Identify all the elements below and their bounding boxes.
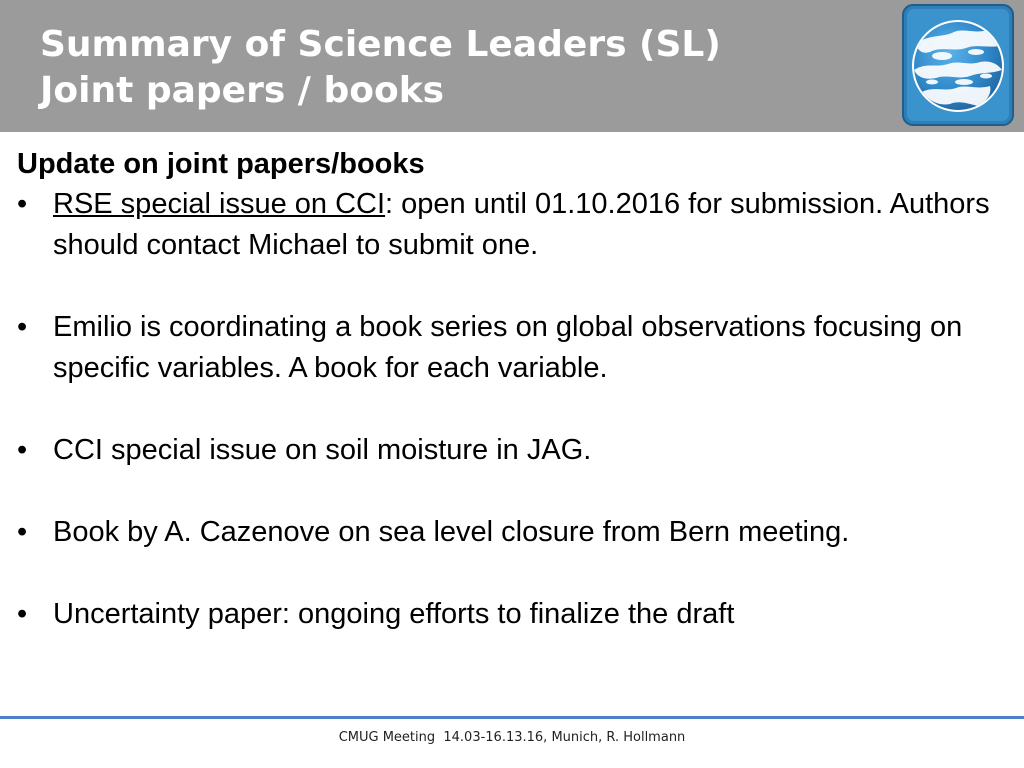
bullet-marker: • (17, 516, 28, 548)
bullet-item-book-series (17, 307, 1007, 389)
slide-content (17, 146, 1007, 635)
footer-text: CMUG Meeting 14.03-16.13.16, Munich, R. Hollmann (338, 730, 686, 745)
bullet-item-uncertainty-paper (17, 594, 1007, 635)
title-bar (0, 0, 1024, 132)
bullet-item-rse-special-issue (17, 184, 1007, 266)
slide-title (40, 22, 721, 114)
bullet-marker: • (17, 434, 28, 466)
bullet-text: Uncertainty paper: ongoing efforts to finalize the draft (53, 598, 735, 630)
footer-divider (0, 716, 1024, 719)
bullet-text: CCI special issue on soil moisture in JAG. (53, 434, 592, 466)
slide-title-line-1: Summary of Science Leaders (SL) (40, 24, 721, 65)
bullet-text: Book by A. Cazenove on sea level closure from Bern meeting. (53, 516, 850, 548)
bullet-marker: • (17, 598, 28, 630)
bullet-marker: • (17, 311, 28, 343)
bullet-item-sea-level-book (17, 512, 1007, 553)
bullet-text: Emilio is coordinating a book series on global observations focusing on specific variables. A book for each variable. (53, 311, 963, 384)
earth-globe-icon (902, 4, 1014, 126)
bullet-item-soil-moisture (17, 430, 1007, 471)
slide-title-line-2: Joint papers / books (40, 70, 445, 111)
bullet-list (17, 184, 1007, 635)
section-heading: Update on joint papers/books (17, 148, 425, 180)
bullet-text: : open until 01.10.2016 for submission. Authors should contact Michael to submit one. (53, 188, 990, 261)
bullet-marker: • (17, 188, 28, 220)
rse-special-issue-link[interactable]: RSE special issue on CCI (53, 188, 386, 220)
